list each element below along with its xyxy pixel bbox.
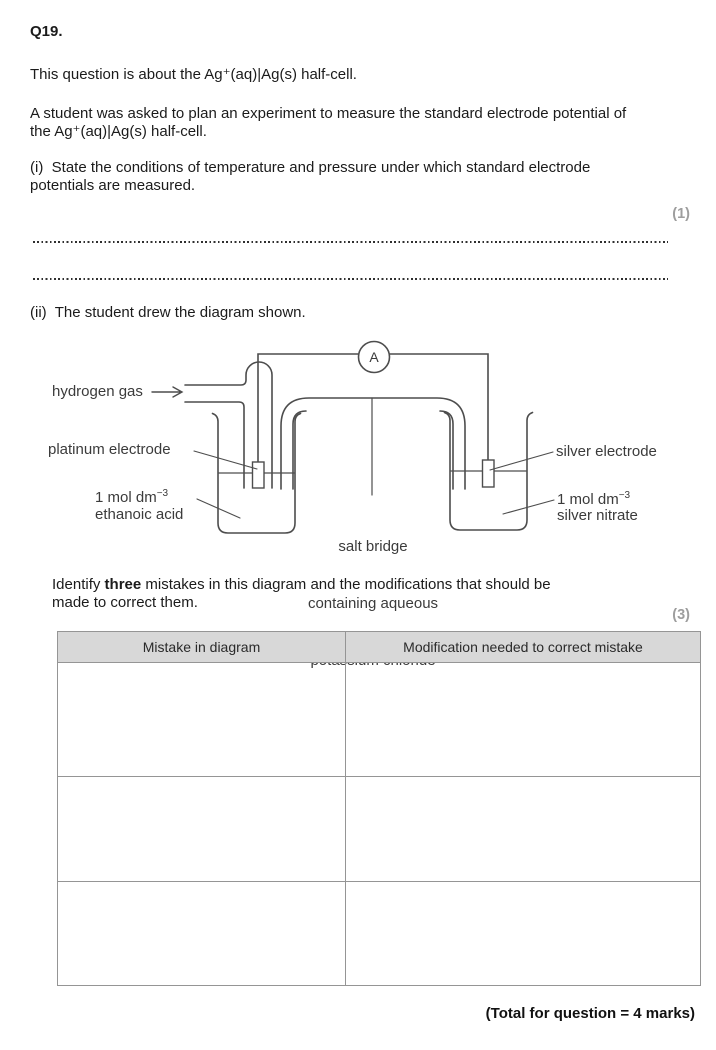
part-i-text-line2: potentials are measured. xyxy=(30,177,196,194)
question-number: Q19. xyxy=(30,23,63,40)
mistake-cell-1 xyxy=(58,663,346,777)
part-i-text-line1: (i) State the conditions of temperature and pressure under which standard electrode xyxy=(30,159,591,176)
part-ii-marks: (3) xyxy=(672,607,690,623)
part-i-marks: (1) xyxy=(672,206,690,222)
silver-nitrate-leader-line xyxy=(503,500,554,514)
silver-nitrate-concentration-label: 1 mol $dm^{-3}$ xyxy=(557,490,631,508)
table-row xyxy=(58,663,701,777)
platinum-leader-line xyxy=(194,451,257,469)
gas-arrow xyxy=(152,387,182,397)
mistake-cell-2 xyxy=(58,777,346,882)
identify-text-line2: made to correct them. xyxy=(52,594,198,611)
silver-electrode-shape xyxy=(483,460,495,487)
ammeter-letter: A xyxy=(369,349,379,365)
silver-electrode-leader-line xyxy=(490,452,553,470)
ethanoic-concentration-label: 1 mol $dm^{-3}$ xyxy=(95,488,169,506)
header-mistake: Mistake in diagram xyxy=(58,632,346,663)
salt-bridge-outer xyxy=(281,398,465,489)
ethanoic-acid-label: ethanoic acid xyxy=(95,506,184,523)
modification-cell-1 xyxy=(346,663,701,777)
task-text-line2: the Ag⁺(aq)|Ag(s) half-cell. xyxy=(30,123,207,140)
salt-bridge-label-line1: salt bridge xyxy=(338,538,408,555)
silver-nitrate-label: silver nitrate xyxy=(557,507,638,524)
task-text-line1: A student was asked to plan an experiment to measure the standard electrode potential of xyxy=(30,105,627,122)
part-ii-text: (ii) The student drew the diagram shown. xyxy=(30,304,306,321)
table-header-row xyxy=(58,632,701,663)
header-modification: Modification needed to correct mistake xyxy=(346,632,701,663)
platinum-electrode-label: platinum electrode xyxy=(48,441,171,458)
table-row xyxy=(58,882,701,986)
table-row xyxy=(58,777,701,882)
wire-right xyxy=(390,354,488,460)
salt-bridge-label-line2: containing aqueous xyxy=(307,595,439,612)
salt-bridge-inner-right xyxy=(440,411,453,489)
wire-left xyxy=(258,354,358,462)
mistake-cell-3 xyxy=(58,882,346,986)
identify-text-line1: Identify three mistakes in this diagram and the modifications that should be xyxy=(52,576,551,593)
total-marks-text: (Total for question = 4 marks) xyxy=(485,1005,695,1022)
silver-electrode-label: silver electrode xyxy=(556,443,657,460)
answer-dotted-line xyxy=(33,241,668,243)
modification-cell-3 xyxy=(346,882,701,986)
mistakes-table xyxy=(57,631,701,986)
intro-text: This question is about the Ag⁺(aq)|Ag(s) half-cell. xyxy=(30,66,357,83)
hydrogen-gas-label: hydrogen gas xyxy=(52,383,143,400)
modification-cell-2 xyxy=(346,777,701,882)
answer-dotted-line xyxy=(33,278,668,280)
platinum-electrode-shape xyxy=(253,462,265,488)
